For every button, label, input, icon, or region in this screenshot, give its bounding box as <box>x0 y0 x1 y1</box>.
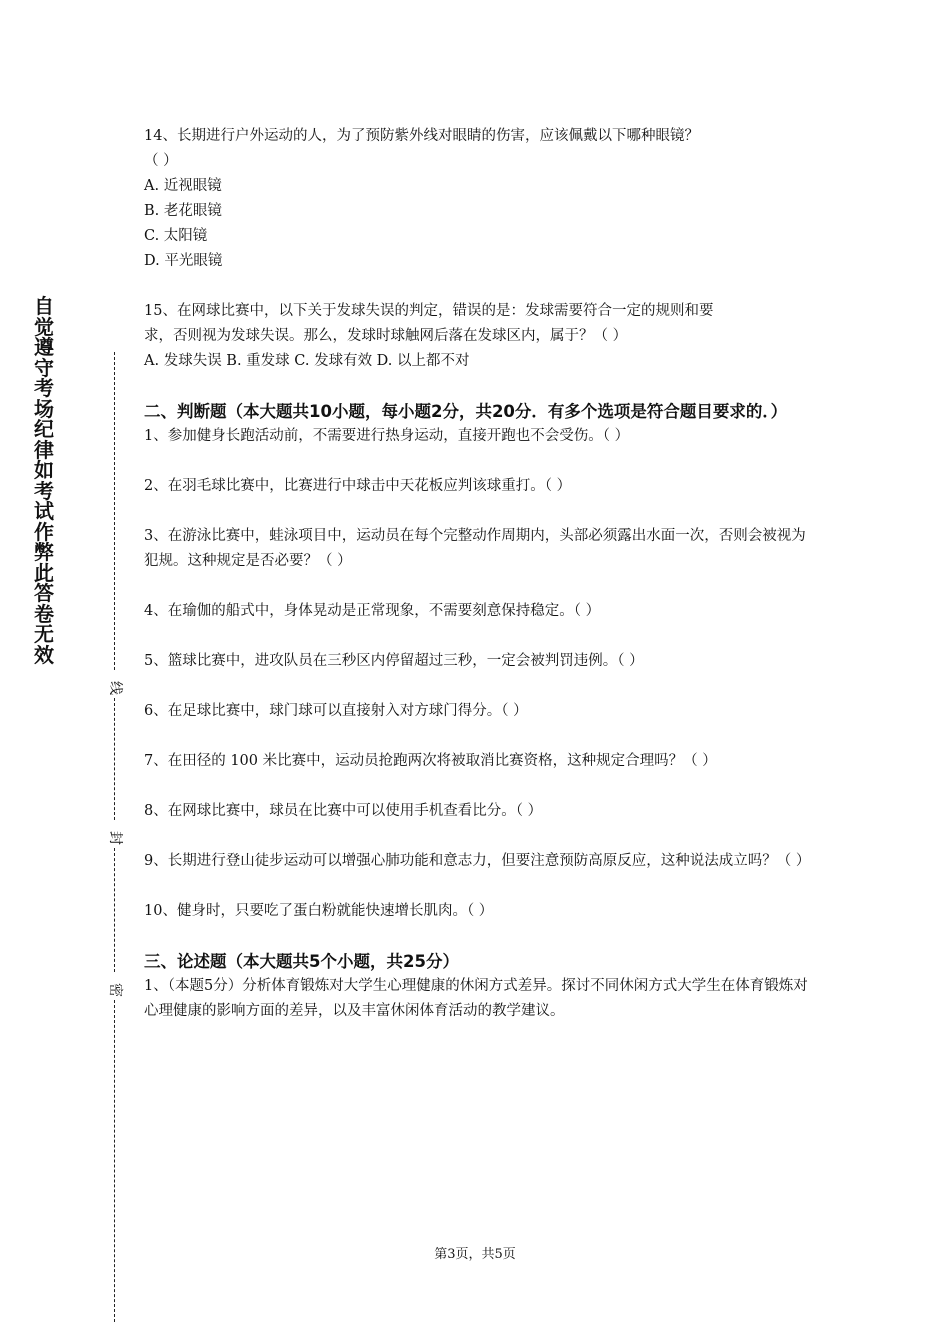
tf-item-8: 8、在网球比赛中，球员在比赛中可以使用手机查看比分。（ ） <box>144 803 543 819</box>
question-14 <box>144 124 810 274</box>
tf-item-3: 3、在游泳比赛中，蛙泳项目中，运动员在每个完整动作周期内，头部必须露出水面一次，否则会被视为犯规。这种规定是否必要？（ ） <box>144 528 806 569</box>
option-b: B. 老花眼镜 <box>144 203 222 219</box>
binding-mark-mi: 密 <box>107 983 123 997</box>
exam-discipline-notice: 自觉遵守考场纪律如考试作弊此答卷无效 <box>34 294 54 667</box>
section-true-false <box>144 399 810 949</box>
exam-content <box>144 124 810 1024</box>
option-d: D. 平光眼镜 <box>144 253 223 269</box>
tf-item-7: 7、在田径的 100 米比赛中，运动员抢跑两次将被取消比赛资格，这种规定合理吗？（ ） <box>144 753 717 769</box>
answer-blank: （ ） <box>144 153 178 169</box>
tf-item-10: 10、健身时，只要吃了蛋白粉就能快速增长肌肉。（ ） <box>144 903 494 919</box>
binding-dash-segment <box>114 848 115 972</box>
section-heading: 三、论述题（本大题共5个小题，共25分） <box>144 952 459 971</box>
tf-item-2: 2、在羽毛球比赛中，比赛进行中球击中天花板应判该球重打。（ ） <box>144 478 572 494</box>
tf-item-4: 4、在瑜伽的船式中，身体晃动是正常现象，不需要刻意保持稳定。（ ） <box>144 603 601 619</box>
tf-item-6: 6、在足球比赛中，球门球可以直接射入对方球门得分。（ ） <box>144 703 528 719</box>
tf-item-1: 1、参加健身长跑活动前，不需要进行热身运动，直接开跑也不会受伤。（ ） <box>144 428 630 444</box>
section-heading: 二、判断题（本大题共10小题，每小题2分，共20分．有多个选项是符合题目要求的．） <box>144 402 788 421</box>
question-stem: 求，否则视为发球失误。那么，发球时球触网后落在发球区内，属于？（ ） <box>144 328 628 344</box>
option-a: A. 近视眼镜 <box>144 178 222 194</box>
option-c: C. 太阳镜 <box>144 228 208 244</box>
tf-item-9: 9、长期进行登山徒步运动可以增强心肺功能和意志力，但要注意预防高原反应，这种说法成立吗？（ ） <box>144 853 811 869</box>
question-15 <box>144 299 810 374</box>
question-stem: 15、在网球比赛中，以下关于发球失误的判定，错误的是：发球需要符合一定的规则和要 <box>144 303 714 319</box>
page-number: 第3页，共5页 <box>434 1247 516 1262</box>
section-essay <box>144 949 810 1024</box>
binding-dash-segment <box>114 1000 115 1322</box>
binding-dash-segment <box>114 352 115 670</box>
options-row: A. 发球失误 B. 重发球 C. 发球有效 D. 以上都不对 <box>144 353 470 369</box>
binding-dash-segment <box>114 698 115 820</box>
essay-item-1: 1、（本题5分）分析体育锻炼对大学生心理健康的休闲方式差异。探讨不同休闲方式大学生在体育锻炼对心理健康的影响方面的差异，以及丰富休闲体育活动的教学建议。 <box>144 978 808 1019</box>
question-stem: 14、长期进行户外运动的人，为了预防紫外线对眼睛的伤害，应该佩戴以下哪种眼镜？ <box>144 128 699 144</box>
binding-line <box>106 352 126 1322</box>
tf-item-5: 5、篮球比赛中，进攻队员在三秒区内停留超过三秒，一定会被判罚违例。（ ） <box>144 653 644 669</box>
binding-mark-feng: 封 <box>107 831 123 845</box>
binding-mark-xian: 线 <box>107 681 123 695</box>
